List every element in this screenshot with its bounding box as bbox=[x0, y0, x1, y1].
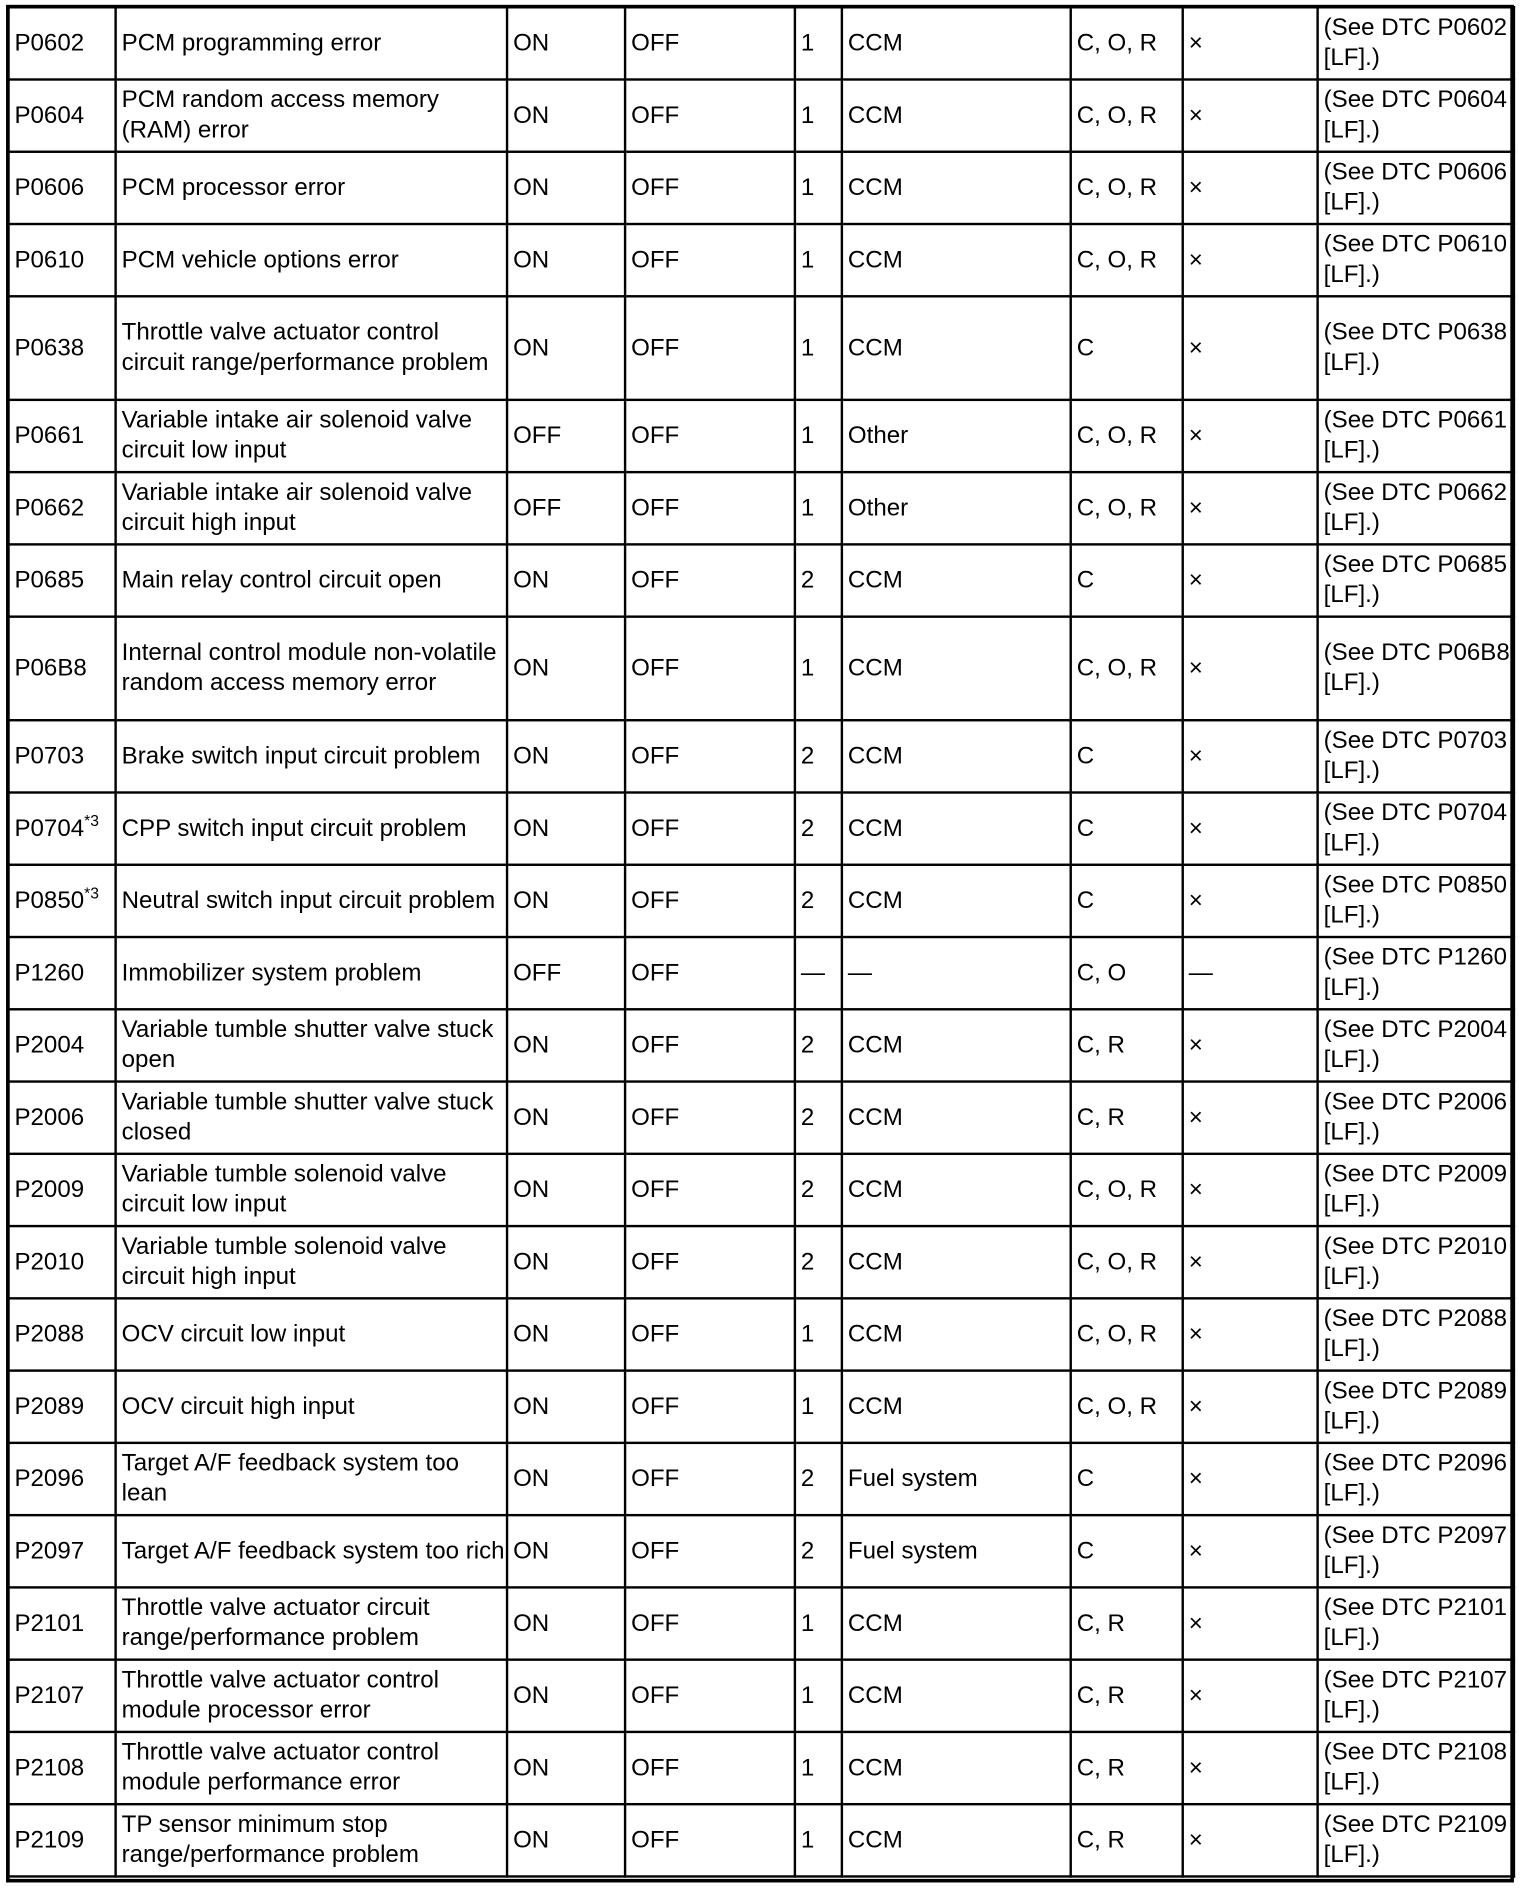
mil-status: ON bbox=[507, 544, 625, 616]
table-row bbox=[8, 296, 1514, 400]
monitor-item: CCM bbox=[842, 1298, 1071, 1370]
self-test-type: × bbox=[1183, 400, 1318, 472]
dtc-display-status: OFF bbox=[625, 472, 795, 544]
dtc-code bbox=[8, 400, 115, 472]
memory-function: C, R bbox=[1071, 1660, 1183, 1732]
dtc-display-status: OFF bbox=[625, 1009, 795, 1081]
dtc-description: OCV circuit high input bbox=[116, 1371, 507, 1443]
trip-count: 2 bbox=[795, 544, 842, 616]
dtc-code bbox=[8, 1660, 115, 1732]
dtc-description: Neutral switch input circuit problem bbox=[116, 865, 507, 937]
dtc-code-text: P0638 bbox=[14, 334, 85, 361]
self-test-type: — bbox=[1183, 937, 1318, 1009]
dtc-code-text: P2006 bbox=[14, 1103, 85, 1131]
reference-page: (See DTC P2089 [LF].) bbox=[1318, 1371, 1514, 1443]
mil-status: ON bbox=[507, 1371, 625, 1443]
self-test-type: × bbox=[1183, 720, 1318, 792]
monitor-item: CCM bbox=[842, 224, 1071, 296]
dtc-description: Internal control module non-volatile random access memory error bbox=[116, 617, 507, 721]
monitor-item: Other bbox=[842, 472, 1071, 544]
monitor-item: CCM bbox=[842, 544, 1071, 616]
dtc-display-status: OFF bbox=[625, 400, 795, 472]
self-test-type: × bbox=[1183, 792, 1318, 864]
reference-page: (See DTC P0638 [LF].) bbox=[1318, 296, 1514, 400]
dtc-display-status: OFF bbox=[625, 296, 795, 400]
memory-function: C bbox=[1071, 544, 1183, 616]
dtc-description: Brake switch input circuit problem bbox=[116, 720, 507, 792]
dtc-display-status: OFF bbox=[625, 1298, 795, 1370]
dtc-code-text: P0685 bbox=[14, 566, 85, 594]
mil-status: ON bbox=[507, 1226, 625, 1298]
dtc-code bbox=[8, 1587, 115, 1659]
dtc-code bbox=[8, 937, 115, 1009]
monitor-item: CCM bbox=[842, 79, 1071, 151]
monitor-item: CCM bbox=[842, 7, 1071, 79]
table-row bbox=[8, 1298, 1514, 1370]
reference-page: (See DTC P2101 [LF].) bbox=[1318, 1587, 1514, 1659]
dtc-display-status: OFF bbox=[625, 79, 795, 151]
mil-status: ON bbox=[507, 1660, 625, 1732]
dtc-display-status: OFF bbox=[625, 1371, 795, 1443]
footnote-marker: *3 bbox=[84, 883, 99, 902]
monitor-item: CCM bbox=[842, 1082, 1071, 1154]
monitor-item: Other bbox=[842, 400, 1071, 472]
self-test-type: × bbox=[1183, 1298, 1318, 1370]
dtc-display-status: OFF bbox=[625, 224, 795, 296]
trip-count: 1 bbox=[795, 152, 842, 224]
self-test-type: × bbox=[1183, 617, 1318, 721]
dtc-display-status: OFF bbox=[625, 1082, 795, 1154]
trip-count: 1 bbox=[795, 1371, 842, 1443]
table-row bbox=[8, 720, 1514, 792]
dtc-code bbox=[8, 1009, 115, 1081]
dtc-description: Throttle valve actuator control module performance error bbox=[116, 1732, 507, 1804]
table-row bbox=[8, 472, 1514, 544]
self-test-type: × bbox=[1183, 1154, 1318, 1226]
monitor-item: CCM bbox=[842, 1804, 1071, 1876]
dtc-code-text: P2097 bbox=[14, 1537, 85, 1564]
dtc-display-status: OFF bbox=[625, 1732, 795, 1804]
dtc-code bbox=[8, 1515, 115, 1587]
dtc-code-text: P2004 bbox=[14, 1031, 85, 1059]
dtc-code bbox=[8, 472, 115, 544]
monitor-item: CCM bbox=[842, 792, 1071, 864]
memory-function: C bbox=[1071, 865, 1183, 937]
mil-status: ON bbox=[507, 792, 625, 864]
dtc-display-status: OFF bbox=[625, 1587, 795, 1659]
mil-status: ON bbox=[507, 224, 625, 296]
dtc-display-status: OFF bbox=[625, 865, 795, 937]
dtc-code-text: P0610 bbox=[14, 246, 85, 273]
self-test-type: × bbox=[1183, 1082, 1318, 1154]
table-row bbox=[8, 792, 1514, 864]
monitor-item: CCM bbox=[842, 617, 1071, 721]
trip-count: 1 bbox=[795, 1660, 842, 1732]
trip-count: 1 bbox=[795, 1298, 842, 1370]
mil-status: ON bbox=[507, 617, 625, 721]
dtc-description: OCV circuit low input bbox=[116, 1298, 507, 1370]
reference-page: (See DTC P0685 [LF].) bbox=[1318, 544, 1514, 616]
dtc-code-text: P2107 bbox=[14, 1681, 85, 1709]
trip-count: 2 bbox=[795, 1226, 842, 1298]
dtc-code-text: P2108 bbox=[14, 1754, 85, 1781]
dtc-code bbox=[8, 792, 115, 864]
table-row bbox=[8, 617, 1514, 721]
mil-status: ON bbox=[507, 152, 625, 224]
trip-count: 1 bbox=[795, 296, 842, 400]
dtc-description: Target A/F feedback system too lean bbox=[116, 1443, 507, 1515]
memory-function: C bbox=[1071, 1443, 1183, 1515]
dtc-code-text: P0704 bbox=[14, 814, 85, 842]
table-row bbox=[8, 1226, 1514, 1298]
memory-function: C bbox=[1071, 792, 1183, 864]
dtc-description: PCM vehicle options error bbox=[116, 224, 507, 296]
reference-page: (See DTC P0704 [LF].) bbox=[1318, 792, 1514, 864]
reference-page: (See DTC P1260 [LF].) bbox=[1318, 937, 1514, 1009]
table-row bbox=[8, 1587, 1514, 1659]
memory-function: C, O, R bbox=[1071, 224, 1183, 296]
dtc-code bbox=[8, 1298, 115, 1370]
dtc-code-text: P2109 bbox=[14, 1826, 85, 1853]
dtc-code bbox=[8, 1226, 115, 1298]
reference-page: (See DTC P2004 [LF].) bbox=[1318, 1009, 1514, 1081]
reference-page: (See DTC P0703 [LF].) bbox=[1318, 720, 1514, 792]
memory-function: C bbox=[1071, 1515, 1183, 1587]
dtc-table-body bbox=[8, 7, 1514, 1876]
dtc-description: Main relay control circuit open bbox=[116, 544, 507, 616]
dtc-code-text: P0661 bbox=[14, 422, 85, 449]
dtc-code bbox=[8, 79, 115, 151]
monitor-item: CCM bbox=[842, 152, 1071, 224]
reference-page: (See DTC P2010 [LF].) bbox=[1318, 1226, 1514, 1298]
dtc-display-status: OFF bbox=[625, 1660, 795, 1732]
memory-function: C, R bbox=[1071, 1587, 1183, 1659]
memory-function: C, R bbox=[1071, 1732, 1183, 1804]
monitor-item: CCM bbox=[842, 1371, 1071, 1443]
memory-function: C, O, R bbox=[1071, 79, 1183, 151]
dtc-description: PCM programming error bbox=[116, 7, 507, 79]
dtc-code bbox=[8, 1371, 115, 1443]
self-test-type: × bbox=[1183, 296, 1318, 400]
dtc-code bbox=[8, 617, 115, 721]
mil-status: OFF bbox=[507, 937, 625, 1009]
mil-status: ON bbox=[507, 1515, 625, 1587]
mil-status: ON bbox=[507, 1009, 625, 1081]
self-test-type: × bbox=[1183, 224, 1318, 296]
dtc-description: PCM processor error bbox=[116, 152, 507, 224]
table-row bbox=[8, 1804, 1514, 1876]
mil-status: ON bbox=[507, 1732, 625, 1804]
dtc-display-status: OFF bbox=[625, 7, 795, 79]
dtc-code bbox=[8, 1082, 115, 1154]
dtc-display-status: OFF bbox=[625, 937, 795, 1009]
trip-count: 2 bbox=[795, 1009, 842, 1081]
self-test-type: × bbox=[1183, 152, 1318, 224]
trip-count: 1 bbox=[795, 224, 842, 296]
dtc-description: Variable tumble solenoid valve circuit high input bbox=[116, 1226, 507, 1298]
dtc-code-text: P2010 bbox=[14, 1248, 85, 1275]
mil-status: OFF bbox=[507, 400, 625, 472]
monitor-item: CCM bbox=[842, 1009, 1071, 1081]
mil-status: ON bbox=[507, 79, 625, 151]
dtc-code-text: P2009 bbox=[14, 1176, 85, 1203]
dtc-display-status: OFF bbox=[625, 1443, 795, 1515]
trip-count: 2 bbox=[795, 792, 842, 864]
trip-count: 1 bbox=[795, 400, 842, 472]
self-test-type: × bbox=[1183, 472, 1318, 544]
dtc-code-text: P0606 bbox=[14, 174, 85, 201]
dtc-display-status: OFF bbox=[625, 1154, 795, 1226]
table-row bbox=[8, 224, 1514, 296]
dtc-description: Variable tumble solenoid valve circuit low input bbox=[116, 1154, 507, 1226]
mil-status: ON bbox=[507, 720, 625, 792]
mil-status: ON bbox=[507, 1298, 625, 1370]
table-row bbox=[8, 400, 1514, 472]
reference-page: (See DTC P0661 [LF].) bbox=[1318, 400, 1514, 472]
mil-status: ON bbox=[507, 1804, 625, 1876]
trip-count: 1 bbox=[795, 1804, 842, 1876]
memory-function: C, O, R bbox=[1071, 1371, 1183, 1443]
dtc-description: Variable intake air solenoid valve circuit low input bbox=[116, 400, 507, 472]
memory-function: C, R bbox=[1071, 1009, 1183, 1081]
table-row bbox=[8, 1371, 1514, 1443]
table-row bbox=[8, 79, 1514, 151]
mil-status: ON bbox=[507, 1587, 625, 1659]
memory-function: C, O, R bbox=[1071, 7, 1183, 79]
memory-function: C, R bbox=[1071, 1804, 1183, 1876]
self-test-type: × bbox=[1183, 79, 1318, 151]
dtc-display-status: OFF bbox=[625, 152, 795, 224]
dtc-description: PCM random access memory (RAM) error bbox=[116, 79, 507, 151]
dtc-description: Throttle valve actuator circuit range/performance problem bbox=[116, 1587, 507, 1659]
trip-count: 2 bbox=[795, 1154, 842, 1226]
dtc-display-status: OFF bbox=[625, 617, 795, 721]
reference-page: (See DTC P06B8 [LF].) bbox=[1318, 617, 1514, 721]
dtc-code-text: P2096 bbox=[14, 1465, 85, 1492]
dtc-description: Immobilizer system problem bbox=[116, 937, 507, 1009]
self-test-type: × bbox=[1183, 1443, 1318, 1515]
memory-function: C, O, R bbox=[1071, 400, 1183, 472]
reference-page: (See DTC P0610 [LF].) bbox=[1318, 224, 1514, 296]
dtc-display-status: OFF bbox=[625, 720, 795, 792]
dtc-table bbox=[7, 6, 1515, 1878]
memory-function: C, R bbox=[1071, 1082, 1183, 1154]
memory-function: C, O, R bbox=[1071, 472, 1183, 544]
dtc-code bbox=[8, 544, 115, 616]
dtc-code bbox=[8, 865, 115, 937]
self-test-type: × bbox=[1183, 1226, 1318, 1298]
self-test-type: × bbox=[1183, 1009, 1318, 1081]
self-test-type: × bbox=[1183, 1732, 1318, 1804]
trip-count: — bbox=[795, 937, 842, 1009]
reference-page: (See DTC P2009 [LF].) bbox=[1318, 1154, 1514, 1226]
trip-count: 1 bbox=[795, 617, 842, 721]
monitor-item: CCM bbox=[842, 1587, 1071, 1659]
dtc-code-text: P1260 bbox=[14, 959, 85, 986]
reference-page: (See DTC P2107 [LF].) bbox=[1318, 1660, 1514, 1732]
dtc-code bbox=[8, 1804, 115, 1876]
trip-count: 2 bbox=[795, 1443, 842, 1515]
monitor-item: CCM bbox=[842, 865, 1071, 937]
dtc-display-status: OFF bbox=[625, 1226, 795, 1298]
trip-count: 1 bbox=[795, 7, 842, 79]
mil-status: OFF bbox=[507, 472, 625, 544]
dtc-code-text: P2088 bbox=[14, 1320, 85, 1348]
footnote-marker: *3 bbox=[84, 811, 99, 830]
trip-count: 2 bbox=[795, 1082, 842, 1154]
dtc-code bbox=[8, 7, 115, 79]
dtc-code bbox=[8, 296, 115, 400]
mil-status: ON bbox=[507, 7, 625, 79]
monitor-item: CCM bbox=[842, 1226, 1071, 1298]
table-row bbox=[8, 1515, 1514, 1587]
table-row bbox=[8, 1082, 1514, 1154]
table-row bbox=[8, 1732, 1514, 1804]
reference-page: (See DTC P0604 [LF].) bbox=[1318, 79, 1514, 151]
dtc-display-status: OFF bbox=[625, 792, 795, 864]
reference-page: (See DTC P2088 [LF].) bbox=[1318, 1298, 1514, 1370]
memory-function: C, O bbox=[1071, 937, 1183, 1009]
trip-count: 1 bbox=[795, 1587, 842, 1659]
dtc-description: Variable tumble shutter valve stuck open bbox=[116, 1009, 507, 1081]
table-row bbox=[8, 865, 1514, 937]
dtc-code-text: P2101 bbox=[14, 1609, 85, 1637]
dtc-display-status: OFF bbox=[625, 1804, 795, 1876]
table-row bbox=[8, 7, 1514, 79]
dtc-code-text: P0662 bbox=[14, 494, 85, 521]
dtc-code-text: P0850 bbox=[14, 887, 85, 914]
monitor-item: CCM bbox=[842, 720, 1071, 792]
dtc-code bbox=[8, 1732, 115, 1804]
reference-page: (See DTC P2108 [LF].) bbox=[1318, 1732, 1514, 1804]
reference-page: (See DTC P0606 [LF].) bbox=[1318, 152, 1514, 224]
table-row bbox=[8, 1009, 1514, 1081]
reference-page: (See DTC P2096 [LF].) bbox=[1318, 1443, 1514, 1515]
dtc-code-text: P0604 bbox=[14, 101, 85, 129]
dtc-code-text: P2089 bbox=[14, 1392, 85, 1420]
reference-page: (See DTC P2109 [LF].) bbox=[1318, 1804, 1514, 1876]
table-row bbox=[8, 1660, 1514, 1732]
monitor-item: CCM bbox=[842, 1732, 1071, 1804]
memory-function: C, O, R bbox=[1071, 1298, 1183, 1370]
trip-count: 1 bbox=[795, 472, 842, 544]
table-row bbox=[8, 1154, 1514, 1226]
trip-count: 2 bbox=[795, 1515, 842, 1587]
memory-function: C, O, R bbox=[1071, 1154, 1183, 1226]
monitor-item: CCM bbox=[842, 296, 1071, 400]
dtc-code-text: P06B8 bbox=[14, 654, 87, 682]
mil-status: ON bbox=[507, 1154, 625, 1226]
mil-status: ON bbox=[507, 1082, 625, 1154]
dtc-description: Variable intake air solenoid valve circuit high input bbox=[116, 472, 507, 544]
dtc-description: TP sensor minimum stop range/performance problem bbox=[116, 1804, 507, 1876]
dtc-code bbox=[8, 1443, 115, 1515]
dtc-description: Throttle valve actuator control circuit range/performance problem bbox=[116, 296, 507, 400]
dtc-code bbox=[8, 152, 115, 224]
monitor-item: Fuel system bbox=[842, 1515, 1071, 1587]
reference-page: (See DTC P0602 [LF].) bbox=[1318, 7, 1514, 79]
monitor-item: — bbox=[842, 937, 1071, 1009]
dtc-code bbox=[8, 720, 115, 792]
dtc-description: Throttle valve actuator control module processor error bbox=[116, 1660, 507, 1732]
reference-page: (See DTC P0662 [LF].) bbox=[1318, 472, 1514, 544]
table-row bbox=[8, 1443, 1514, 1515]
reference-page: (See DTC P0850 [LF].) bbox=[1318, 865, 1514, 937]
dtc-code bbox=[8, 1154, 115, 1226]
trip-count: 2 bbox=[795, 865, 842, 937]
mil-status: ON bbox=[507, 1443, 625, 1515]
dtc-description: Variable tumble shutter valve stuck closed bbox=[116, 1082, 507, 1154]
self-test-type: × bbox=[1183, 7, 1318, 79]
trip-count: 2 bbox=[795, 720, 842, 792]
self-test-type: × bbox=[1183, 1804, 1318, 1876]
monitor-item: CCM bbox=[842, 1154, 1071, 1226]
table-row bbox=[8, 152, 1514, 224]
dtc-display-status: OFF bbox=[625, 544, 795, 616]
self-test-type: × bbox=[1183, 865, 1318, 937]
trip-count: 1 bbox=[795, 79, 842, 151]
mil-status: ON bbox=[507, 296, 625, 400]
dtc-display-status: OFF bbox=[625, 1515, 795, 1587]
dtc-code bbox=[8, 224, 115, 296]
dtc-code-text: P0602 bbox=[14, 29, 85, 57]
memory-function: C bbox=[1071, 296, 1183, 400]
reference-page: (See DTC P2006 [LF].) bbox=[1318, 1082, 1514, 1154]
memory-function: C bbox=[1071, 720, 1183, 792]
self-test-type: × bbox=[1183, 1371, 1318, 1443]
dtc-description: Target A/F feedback system too rich bbox=[116, 1515, 507, 1587]
monitor-item: Fuel system bbox=[842, 1443, 1071, 1515]
memory-function: C, O, R bbox=[1071, 617, 1183, 721]
dtc-description: CPP switch input circuit problem bbox=[116, 792, 507, 864]
trip-count: 1 bbox=[795, 1732, 842, 1804]
dtc-code-text: P0703 bbox=[14, 742, 85, 770]
self-test-type: × bbox=[1183, 544, 1318, 616]
memory-function: C, O, R bbox=[1071, 1226, 1183, 1298]
self-test-type: × bbox=[1183, 1660, 1318, 1732]
table-row bbox=[8, 544, 1514, 616]
self-test-type: × bbox=[1183, 1587, 1318, 1659]
self-test-type: × bbox=[1183, 1515, 1318, 1587]
table-row bbox=[8, 937, 1514, 1009]
reference-page: (See DTC P2097 [LF].) bbox=[1318, 1515, 1514, 1587]
mil-status: ON bbox=[507, 865, 625, 937]
memory-function: C, O, R bbox=[1071, 152, 1183, 224]
monitor-item: CCM bbox=[842, 1660, 1071, 1732]
